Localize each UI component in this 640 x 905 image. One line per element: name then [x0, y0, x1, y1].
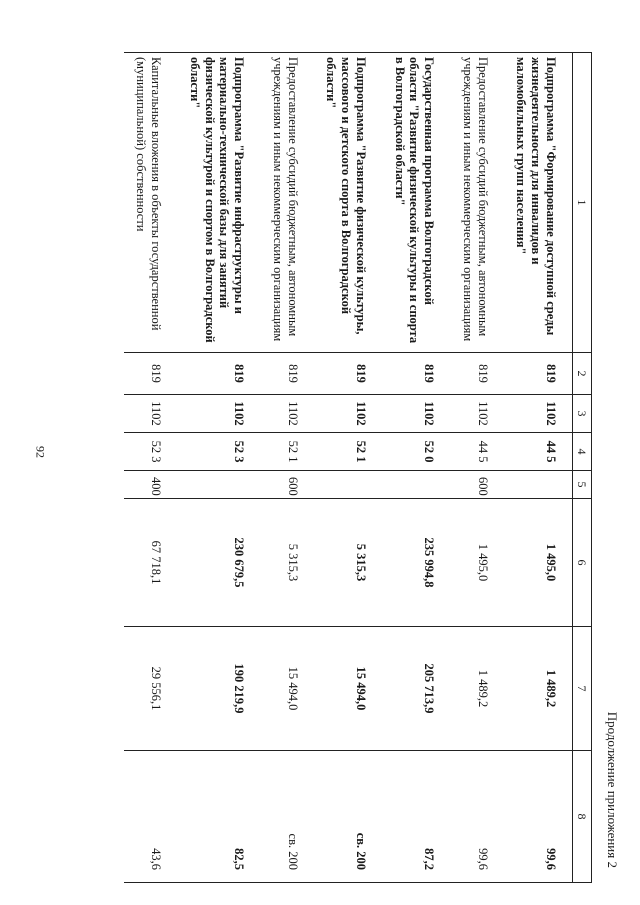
cell-planned: 1 495,0 [504, 499, 573, 627]
cell-planned: 1 495,0 [450, 499, 504, 627]
cell-section-code: 1102 [177, 395, 260, 433]
cell-executed: 1 489,2 [450, 627, 504, 751]
cell-planned: 230 679,5 [177, 499, 260, 627]
cell-percent: 99,6 [450, 751, 504, 883]
cell-percent: св. 200 [314, 751, 382, 883]
table-row [382, 53, 450, 883]
row-name: Предоставление субсидий бюджетным, автономным учреждениям и иным некоммерческим организациям [260, 53, 314, 353]
cell-planned: 67 718,1 [124, 499, 178, 627]
cell-executed: 15 494,0 [314, 627, 382, 751]
cell-expense-type [177, 471, 260, 499]
header-col-1: 1 [573, 53, 592, 353]
row-name: Государственная программа Волгоградской области "Развитие физической культуры и спорта в Волгоградской области" [382, 53, 450, 353]
cell-percent: св. 200 [260, 751, 314, 883]
cell-target-code: 52 1 [260, 433, 314, 471]
header-col-8: 8 [573, 751, 592, 883]
cell-executed: 15 494,0 [260, 627, 314, 751]
table-row [124, 53, 178, 883]
cell-expense-type [382, 471, 450, 499]
row-name: Подпрограмма "Развитие физической культуры, массового и детского спорта в Волгоградской области" [314, 53, 382, 353]
cell-planned: 235 994,8 [382, 499, 450, 627]
row-name: Капитальные вложения в объекты государственной (муниципальной) собственности [124, 53, 178, 353]
cell-expense-type: 600 [450, 471, 504, 499]
continuation-label: Продолжение приложения 2 [605, 711, 620, 868]
header-col-3: 3 [573, 395, 592, 433]
cell-target-code: 52 3 [177, 433, 260, 471]
header-col-4: 4 [573, 433, 592, 471]
cell-percent: 99,6 [504, 751, 573, 883]
cell-planned: 5 315,3 [260, 499, 314, 627]
cell-ministry-code: 819 [177, 353, 260, 395]
cell-executed: 205 713,9 [382, 627, 450, 751]
cell-executed: 29 556,1 [124, 627, 178, 751]
table-row [260, 53, 314, 883]
cell-ministry-code: 819 [450, 353, 504, 395]
table-row [314, 53, 382, 883]
row-name: Подпрограмма "Формирование доступной среды жизнедеятельности для инвалидов и маломобильных групп населения" [504, 53, 573, 353]
cell-planned: 5 315,3 [314, 499, 382, 627]
table-header-row [573, 53, 592, 883]
cell-ministry-code: 819 [382, 353, 450, 395]
header-col-2: 2 [573, 353, 592, 395]
cell-target-code: 44 5 [450, 433, 504, 471]
cell-section-code: 1102 [260, 395, 314, 433]
cell-target-code: 52 0 [382, 433, 450, 471]
cell-executed: 190 219,9 [177, 627, 260, 751]
table-row [504, 53, 573, 883]
cell-percent: 43,6 [124, 751, 178, 883]
cell-target-code: 44 5 [504, 433, 573, 471]
cell-ministry-code: 819 [314, 353, 382, 395]
cell-expense-type: 400 [124, 471, 178, 499]
rotated-page [120, 52, 620, 882]
table-row [177, 53, 260, 883]
cell-ministry-code: 819 [124, 353, 178, 395]
cell-expense-type: 600 [260, 471, 314, 499]
cell-section-code: 1102 [124, 395, 178, 433]
cell-percent: 82,5 [177, 751, 260, 883]
cell-executed: 1 489,2 [504, 627, 573, 751]
header-col-6: 6 [573, 499, 592, 627]
cell-section-code: 1102 [314, 395, 382, 433]
cell-section-code: 1102 [382, 395, 450, 433]
cell-section-code: 1102 [450, 395, 504, 433]
cell-section-code: 1102 [504, 395, 573, 433]
header-col-5: 5 [573, 471, 592, 499]
table-row [450, 53, 504, 883]
page-number: 92 [33, 446, 48, 458]
cell-ministry-code: 819 [260, 353, 314, 395]
cell-target-code: 52 3 [124, 433, 178, 471]
cell-expense-type [504, 471, 573, 499]
row-name: Предоставление субсидий бюджетным, автономным учреждениям и иным некоммерческим организациям [450, 53, 504, 353]
header-col-7: 7 [573, 627, 592, 751]
row-name: Подпрограмма "Развитие инфраструктуры и материально-технической базы для занятий физической культурой и спортом в Волгоградской области" [177, 53, 260, 353]
budget-table [124, 52, 592, 883]
cell-ministry-code: 819 [504, 353, 573, 395]
cell-expense-type [314, 471, 382, 499]
cell-percent: 87,2 [382, 751, 450, 883]
cell-target-code: 52 1 [314, 433, 382, 471]
